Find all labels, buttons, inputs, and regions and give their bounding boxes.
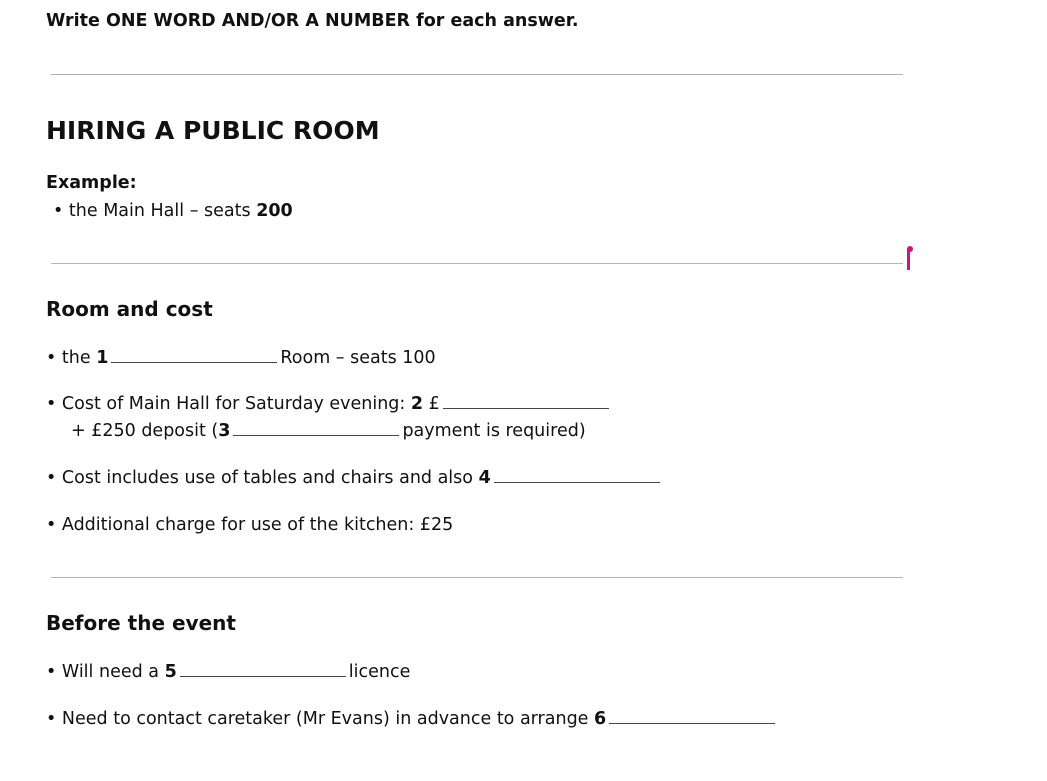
- question-1-line: [46, 348, 436, 368]
- bullet: •: [46, 662, 57, 682]
- question-3-number: 3: [218, 421, 231, 441]
- bullet: •: [46, 468, 57, 488]
- text-cursor: [907, 248, 910, 270]
- question-6-number: 6: [594, 709, 607, 729]
- bullet: •: [46, 515, 57, 535]
- question-2-text-before: Cost of Main Hall for Saturday evening:: [61, 394, 406, 414]
- page-title: HIRING A PUBLIC ROOM: [46, 116, 380, 145]
- bullet: •: [46, 394, 57, 414]
- divider-section: [51, 577, 903, 578]
- divider-example: [51, 263, 903, 264]
- question-2-number: 2: [410, 394, 424, 414]
- kitchen-charge-text: Additional charge for use of the kitchen: £25: [61, 515, 454, 535]
- question-2-line: [46, 394, 612, 414]
- answer-blank-5[interactable]: [180, 676, 346, 677]
- question-1-number: 1: [96, 348, 109, 368]
- question-1-text-after: Room – seats 100: [280, 348, 436, 368]
- question-3-text-before: + £250 deposit (: [71, 421, 219, 441]
- answer-blank-6[interactable]: [609, 723, 775, 724]
- bullet: •: [46, 709, 57, 729]
- instruction-text: Write ONE WORD AND/OR A NUMBER for each answer.: [46, 11, 579, 31]
- question-3-text-after: payment is required): [402, 421, 586, 441]
- question-5-text-after: licence: [348, 662, 411, 682]
- example-label: Example:: [46, 173, 137, 193]
- section-heading-room-and-cost: Room and cost: [46, 297, 213, 321]
- answer-blank-3[interactable]: [233, 435, 399, 436]
- question-5-text-before: Will need a: [61, 662, 159, 682]
- section-heading-before-the-event: Before the event: [46, 611, 236, 635]
- question-4-number: 4: [478, 468, 491, 488]
- question-4-text-before: Cost includes use of tables and chairs and also: [61, 468, 473, 488]
- question-1-text-before: the: [61, 348, 91, 368]
- question-2-currency: £: [428, 394, 440, 414]
- bullet: •: [46, 348, 57, 368]
- answer-blank-2[interactable]: [443, 408, 609, 409]
- divider-top: [51, 74, 903, 75]
- kitchen-charge-line: [46, 515, 453, 535]
- example-text: the Main Hall – seats: [68, 201, 251, 221]
- question-3-line: [71, 421, 586, 441]
- bullet: •: [53, 201, 64, 221]
- answer-blank-1[interactable]: [111, 362, 277, 363]
- question-6-line: [46, 709, 778, 729]
- question-5-line: [46, 662, 410, 682]
- example-line: [53, 201, 293, 221]
- question-4-line: [46, 468, 663, 488]
- example-value: 200: [256, 201, 293, 221]
- answer-blank-4[interactable]: [494, 482, 660, 483]
- question-5-number: 5: [164, 662, 177, 682]
- question-6-text-before: Need to contact caretaker (Mr Evans) in advance to arrange: [61, 709, 589, 729]
